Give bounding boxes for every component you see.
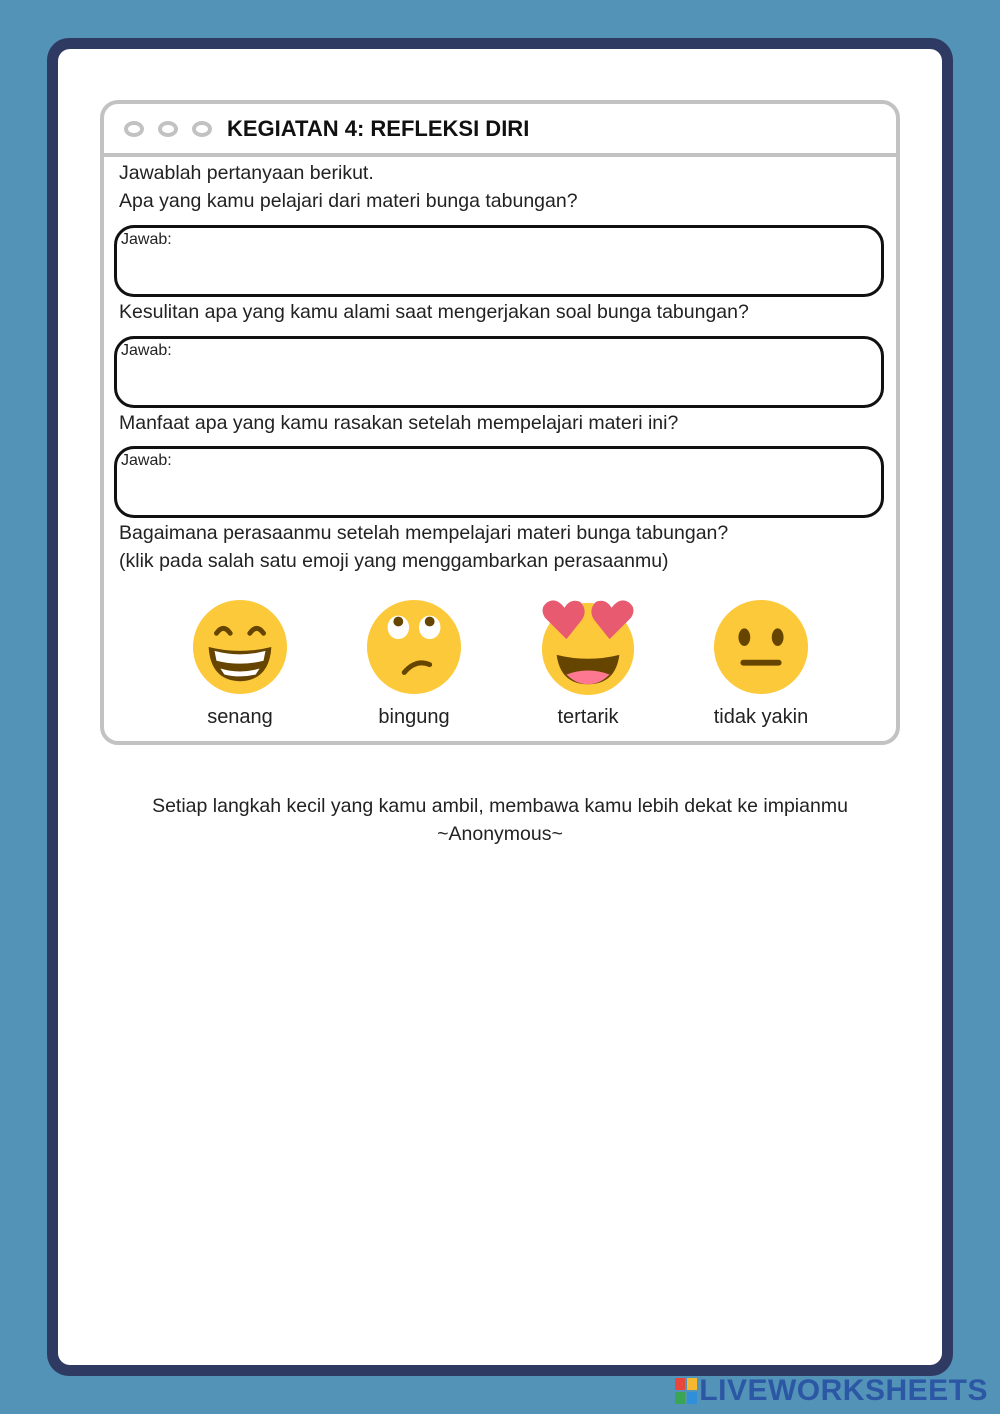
window-titlebar [104, 104, 896, 157]
answer-label: Jawab: [121, 342, 172, 359]
question-2-text: Kesulitan apa yang kamu alami saat mengerjakan soal bunga tabungan? [119, 301, 749, 323]
feeling-question-text: Bagaimana perasaanmu setelah mempelajari materi bunga tabungan? [119, 522, 729, 544]
worksheet-frame [47, 38, 953, 1376]
brand-logo [675, 1374, 988, 1408]
answer-field-3[interactable] [114, 446, 884, 518]
liveworksheets-logo-icon [675, 1378, 697, 1404]
eye-roll-face-icon[interactable] [365, 598, 463, 696]
neutral-face-icon[interactable] [712, 598, 810, 696]
emoji-label-tertarik: tertarik [557, 706, 619, 728]
activity-window [100, 100, 900, 745]
window-dot-icon [192, 121, 212, 137]
answer-label: Jawab: [121, 452, 172, 469]
activity-title: KEGIATAN 4: REFLEKSI DIRI [227, 116, 530, 141]
question-3-text: Manfaat apa yang kamu rasakan setelah mempelajari materi ini? [119, 412, 679, 434]
quote-text: Setiap langkah kecil yang kamu ambil, membawa kamu lebih dekat ke impianmu [152, 795, 848, 817]
window-dot-icon [158, 121, 178, 137]
emoji-label-bingung: bingung [378, 706, 450, 728]
grinning-face-icon[interactable] [191, 598, 289, 696]
instruction-text: Jawablah pertanyaan berikut. [119, 162, 374, 184]
answer-field-1[interactable] [114, 225, 884, 297]
feeling-instruction-text: (klik pada salah satu emoji yang menggambarkan perasaanmu) [119, 550, 669, 572]
emoji-label-tidak-yakin: tidak yakin [713, 706, 809, 728]
answer-label: Jawab: [121, 231, 172, 248]
emoji-label-senang: senang [207, 706, 273, 728]
brand-name: LIVEWORKSHEETS [699, 1374, 988, 1407]
window-dot-icon [124, 121, 144, 137]
worksheet-page [58, 49, 942, 1365]
answer-field-2[interactable] [114, 336, 884, 408]
question-1-text: Apa yang kamu pelajari dari materi bunga tabungan? [119, 190, 578, 212]
quote-author: ~Anonymous~ [437, 823, 563, 845]
heart-eyes-face-icon[interactable] [539, 598, 637, 696]
